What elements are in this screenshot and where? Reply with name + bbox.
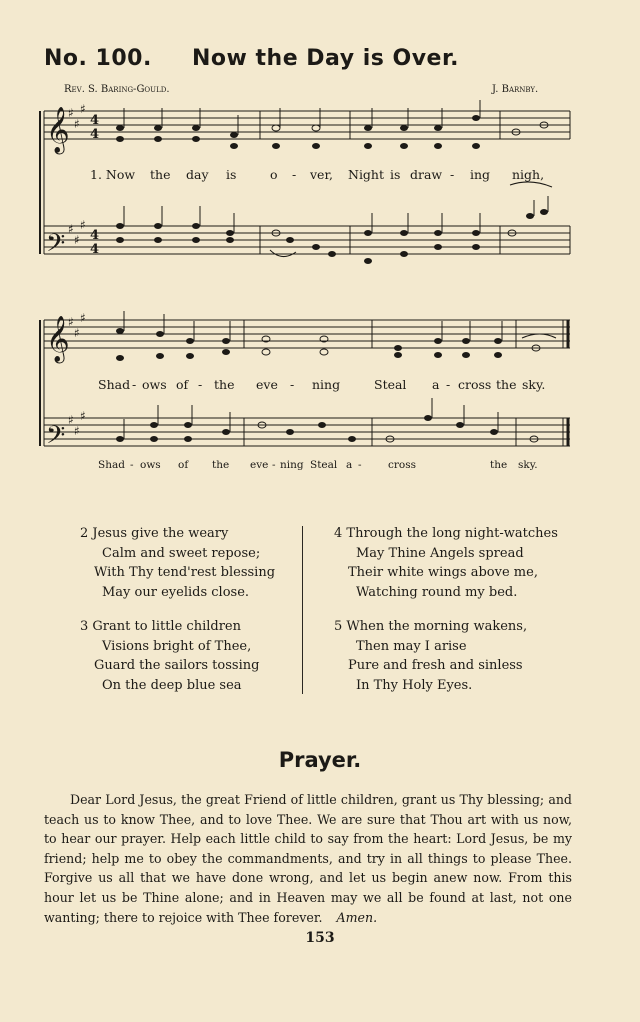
treble-clef-1: 𝄞 [46, 107, 70, 153]
column-divider [302, 526, 303, 694]
staff-treble-1 [44, 111, 570, 139]
stanza-line: Guard the sailors tossing [94, 658, 260, 673]
hymn-number: No. 100. [44, 46, 152, 71]
prayer-text [44, 790, 572, 927]
lyric-syllable: o [270, 167, 278, 182]
lyric-syllable: - [198, 377, 203, 392]
lyric-syllable: is [226, 167, 237, 182]
prayer-title: Prayer. [278, 748, 362, 772]
lyric-syllable: Shad [98, 377, 131, 392]
lyric-syllable: the [212, 459, 230, 471]
staff-treble-2 [44, 320, 570, 348]
lyric-syllable: cross [388, 459, 416, 471]
lyric-syllable: ning [312, 377, 341, 392]
prayer-amen: Amen. [336, 909, 378, 925]
lyric-syllable: - [130, 459, 134, 471]
stanza-line: On the deep blue sea [102, 677, 242, 693]
lyric-syllable: draw [410, 167, 443, 182]
lyric-syllable: Steal [374, 377, 407, 392]
lyric-syllable: the [490, 459, 508, 471]
svg-text:♯: ♯ [68, 315, 74, 329]
treble-clef-2: 𝄞 [46, 316, 70, 362]
svg-text:♯: ♯ [74, 326, 80, 340]
lyric-syllable: the [214, 377, 235, 392]
lyric-syllable: a [346, 459, 353, 471]
stanza-line: Watching round my bed. [356, 584, 518, 600]
svg-text:♯: ♯ [68, 222, 74, 236]
lyric-syllable: eve [256, 377, 278, 392]
stanza-line: May Thine Angels spread [356, 545, 524, 561]
lyric-syllable: Night [348, 167, 385, 182]
svg-text:4: 4 [90, 242, 100, 257]
svg-text:♯: ♯ [68, 106, 74, 120]
stanza-line: Calm and sweet repose; [102, 545, 261, 561]
svg-text:♯: ♯ [74, 233, 80, 247]
svg-text:4: 4 [90, 113, 100, 128]
lyric-syllable: sky. [518, 459, 538, 471]
lyric-syllable: - [450, 167, 455, 182]
author-credit: Rev. S. Baring-Gould. [64, 84, 170, 95]
lyric-syllable: nigh, [512, 167, 545, 182]
svg-text:4: 4 [90, 127, 100, 142]
stanza-line: Visions bright of Thee, [102, 638, 252, 654]
page-number: 153 [305, 930, 335, 946]
stanza-4 [334, 524, 558, 602]
stanza-line: Pure and fresh and sinless [348, 658, 523, 673]
stanza-line: In Thy Holy Eyes. [356, 677, 473, 693]
bass-clef-2: 𝄢 [46, 421, 66, 456]
svg-text:♯: ♯ [74, 117, 80, 131]
notes-treble-2 [116, 328, 540, 361]
music-score [0, 0, 640, 480]
stanza-5 [334, 617, 527, 695]
notes-bass-2 [116, 415, 538, 442]
lyric-syllable: - [292, 167, 297, 182]
stanza-line: May our eyelids close. [102, 584, 250, 600]
lyric-syllable: is [390, 167, 401, 182]
svg-text:♯: ♯ [80, 102, 86, 116]
lyric-syllable: - [272, 459, 276, 471]
lyric-syllable: sky. [522, 377, 546, 392]
svg-text:♯: ♯ [80, 311, 86, 325]
lyric-syllable: Shad [98, 459, 125, 471]
lyric-syllable: 1. Now [90, 167, 136, 182]
stanza-line: 4 Through the long night-watches [334, 526, 558, 541]
lyric-syllable: eve [250, 459, 269, 471]
lyric-syllable: cross [458, 377, 492, 392]
svg-text:♯: ♯ [80, 218, 86, 232]
svg-text:♯: ♯ [74, 424, 80, 438]
stanza-line: Their white wings above me, [348, 565, 538, 580]
lyric-syllable: the [150, 167, 171, 182]
prayer-body: Dear Lord Jesus, the great Friend of little children, grant us Thy blessing; and teach us to know Thee, and to love Thee. We are sure that Thou art with us now, to hear our prayer. Help each little child to say from the heart: Lord Jesus, be my friend; help me to obey the commandments, and try in all things to please Thee. Forgive us all that we have done wrong, and let us begin anew now. From this hour let us be Thine alone; and in Heaven may we all be found at last, not one wanting; there to rejoice with Thee forever. [44, 792, 572, 925]
lyric-syllable: of [176, 377, 189, 392]
svg-text:♯: ♯ [68, 413, 74, 427]
svg-text:♯: ♯ [80, 409, 86, 423]
hymn-title: Now the Day is Over. [192, 46, 460, 71]
lyric-syllable: ning [280, 459, 304, 471]
notes-bass-1 [116, 209, 548, 264]
lyric-syllable: ows [140, 459, 161, 471]
lyric-syllable: the [496, 377, 517, 392]
stanza-line: 2 Jesus give the weary [80, 526, 229, 541]
lyric-syllable: ows [142, 377, 167, 392]
lyric-syllable: of [178, 459, 189, 471]
lyric-syllable: - [290, 377, 295, 392]
lyric-syllable: - [358, 459, 362, 471]
stanza-line: Then may I arise [356, 638, 467, 654]
lyric-syllable: - [132, 377, 137, 392]
lyric-syllable: Steal [310, 459, 338, 471]
bass-clef-1: 𝄢 [46, 229, 66, 264]
lyric-syllable: ver, [310, 167, 334, 182]
stanza-line: 5 When the morning wakens, [334, 619, 528, 634]
lyric-syllable: day [186, 167, 209, 182]
stanza-2 [80, 524, 275, 602]
svg-text:4: 4 [90, 228, 100, 243]
stanza-line: 3 Grant to little children [80, 619, 241, 634]
composer-credit: J. Barnby. [492, 84, 539, 95]
lyric-syllable: ing [470, 167, 491, 182]
stanza-3 [80, 617, 259, 695]
lyric-syllable: a [432, 377, 440, 392]
stanza-line: With Thy tend'rest blessing [94, 565, 276, 580]
lyric-syllable: - [446, 377, 451, 392]
